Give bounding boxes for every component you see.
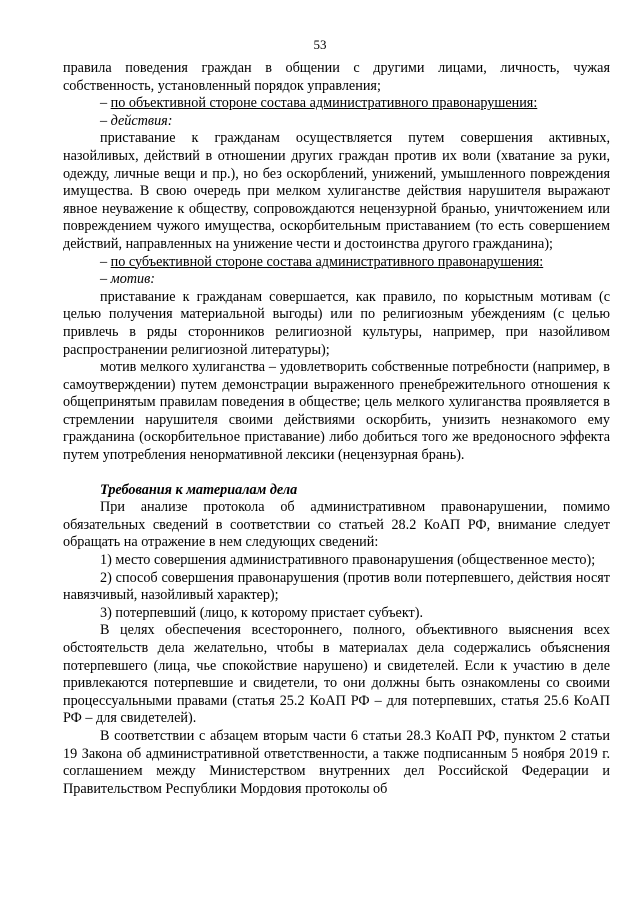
document-body xyxy=(63,60,610,798)
page-number: 53 xyxy=(313,37,327,52)
list-item: 2) способ совершения правонарушения (против воли потерпевшего, действия носят навязчивый, назойливый характер); xyxy=(63,569,610,604)
italic-subheading: – мотив: xyxy=(100,271,156,288)
list-item: 1) место совершения административного правонарушения (общественное место); xyxy=(100,552,596,569)
paragraph: В соответствии с абзацем вторым части 6 статьи 28.3 КоАП РФ, пунктом 2 статьи 19 Закона об административной ответственности, а также подписанным 5 ноября 2019 г. соглашением между Министерством внутренних дел Российской Федерации и Правительством Республики Мордовия протоколы об xyxy=(63,727,610,797)
paragraph: При анализе протокола об административном правонарушении, помимо обязательных сведений в соответствии со статьей 28.2 КоАП РФ, внимание следует обращать на отражение в нем следующих сведений: xyxy=(63,499,610,551)
dash-prefix: – xyxy=(100,253,111,270)
paragraph: мотив мелкого хулиганства – удовлетворить собственные потребности (например, в самоутверждении) путем демонстрации выраженного пренебрежительного отношения к общепринятым правилам поведения в обществе; цель мелкого хулиганства проявляется в стремлении нарушителя своими действиями оскорбить, унизить незнакомого ему гражданина (оскорбительное приставание) либо добиться того же вредоносного эффекта путем употребления ненормативной лексики (нецензурная брань). xyxy=(63,359,610,464)
underlined-heading: по субъективной стороне состава административного правонарушения: xyxy=(110,253,544,270)
italic-subheading: – действия: xyxy=(100,112,173,129)
paragraph: В целях обеспечения всестороннего, полного, объективного выяснения всех обстоятельств дела желательно, чтобы в материалах дела содержались объяснения потерпевшего (лица, чье спокойствие нарушено) и свидетелей. Если к участию в деле привлекаются потерпевшие и свидетели, то они должны быть ознакомлены со своими процессуальными правами (статья 25.2 КоАП РФ – для потерпевших, статья 25.6 КоАП РФ – для свидетелей). xyxy=(63,622,610,727)
subsection-heading xyxy=(63,95,610,113)
dash-prefix: – xyxy=(100,95,111,112)
underlined-heading: по объективной стороне состава административного правонарушения: xyxy=(110,95,538,112)
paragraph: правила поведения граждан в общении с другими лицами, личность, чужая собственность, установленный порядок управления; xyxy=(63,60,610,94)
section-gap xyxy=(63,465,610,482)
list-item: 3) потерпевший (лицо, к которому пристает субъект). xyxy=(100,604,424,621)
subsection-heading xyxy=(63,254,610,272)
paragraph: приставание к гражданам совершается, как правило, по корыстным мотивам (с целью получения материальной выгоды) или по религиозным убеждениям (с целью привлечь в ряды сторонников религиозной культуры, например, при назойливом распространении религиозной литературы); xyxy=(63,288,610,358)
section-heading: Требования к материалам дела xyxy=(100,481,298,498)
paragraph: приставание к гражданам осуществляется путем совершения активных, назойливых, действий в отношении других граждан против их воли (хватание за руки, одежду, личные вещи и пр.), но без оскорблений, унижений, умышленного повреждения имущества. В свою очередь при мелком хулиганстве действия нарушителя выражают явное неуважение к обществу, сопровождаются нецензурной бранью, уничтожением или повреждением чужого имущества, оскорбительным приставанием (то есть совершением действий, направленных на унижение чести и достоинства другого гражданина); xyxy=(63,130,610,252)
